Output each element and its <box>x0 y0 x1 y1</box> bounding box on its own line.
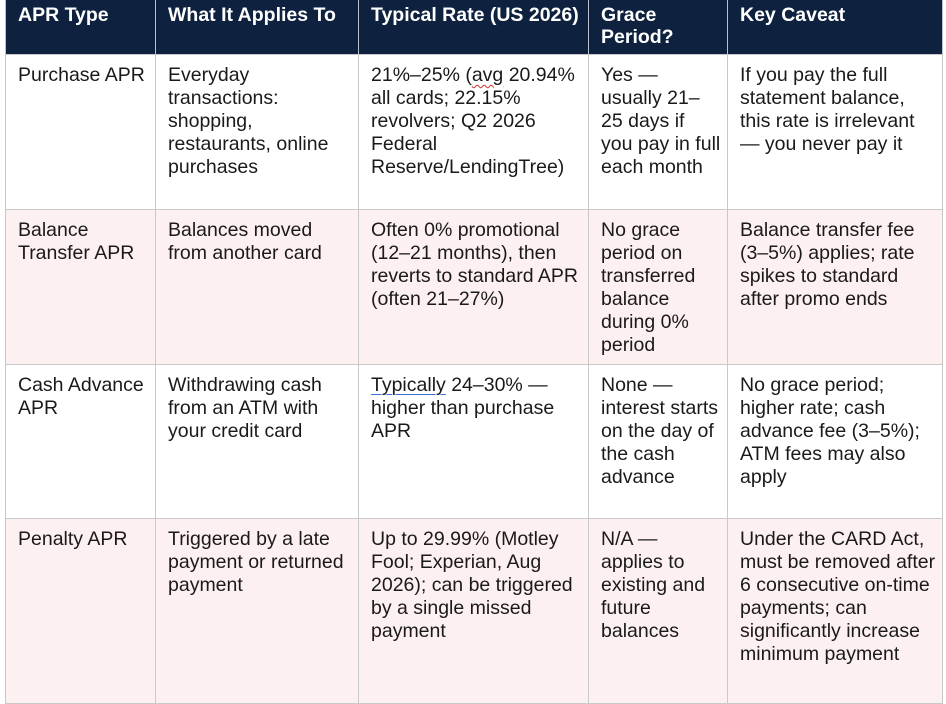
cell-typical-rate: Up to 29.99% (Motley Fool; Experian, Aug 2026); can be triggered by a single missed payment <box>359 519 589 704</box>
header-grace-period: Grace Period? <box>589 0 728 55</box>
cell-key-caveat: Balance transfer fee (3–5%) applies; rate spikes to standard after promo ends <box>728 210 943 365</box>
cell-grace-period: None — interest starts on the day of the cash advance <box>589 365 728 519</box>
cell-apr-type: Penalty APR <box>6 519 156 704</box>
rate-text-suffix: 24–30% — higher than purchase APR <box>371 374 555 442</box>
table-header <box>6 0 943 55</box>
table-body <box>6 55 943 704</box>
cell-apr-type: Cash Advance APR <box>6 365 156 519</box>
cell-apr-type: Purchase APR <box>6 55 156 210</box>
header-row <box>6 0 943 55</box>
table-row-penalty-apr <box>6 519 943 704</box>
cell-grace-period: Yes — usually 21–25 days if you pay in full each month <box>589 55 728 210</box>
cell-typical-rate <box>359 365 589 519</box>
table-row-purchase-apr <box>6 55 943 210</box>
header-key-caveat: Key Caveat <box>728 0 943 55</box>
table-row-balance-transfer-apr <box>6 210 943 365</box>
cell-grace-period: No grace period on transferred balance during 0% period <box>589 210 728 365</box>
apr-comparison-table <box>5 0 943 704</box>
cell-key-caveat: No grace period; higher rate; cash advance fee (3–5%); ATM fees may also apply <box>728 365 943 519</box>
cell-applies-to: Withdrawing cash from an ATM with your credit card <box>156 365 359 519</box>
cell-typical-rate: Often 0% promotional (12–21 months), then reverts to standard APR (often 21–27%) <box>359 210 589 365</box>
rate-text-prefix: 21%–25% ( <box>371 64 472 86</box>
header-applies-to: What It Applies To <box>156 0 359 55</box>
header-typical-rate: Typical Rate (US 2026) <box>359 0 589 55</box>
cell-applies-to: Everyday transactions: shopping, restaurants, online purchases <box>156 55 359 210</box>
rate-text-suffix: 20.94% all cards; 22.15% revolvers; Q2 2026 Federal Reserve/LendingTree) <box>371 64 575 178</box>
cell-key-caveat: Under the CARD Act, must be removed after 6 consecutive on-time payments; can significantly increase minimum payment <box>728 519 943 704</box>
grammar-flagged-word: Typically <box>371 374 446 396</box>
cell-applies-to: Balances moved from another card <box>156 210 359 365</box>
cell-apr-type: Balance Transfer APR <box>6 210 156 365</box>
spelling-flagged-word: avg <box>471 64 504 86</box>
cell-key-caveat: If you pay the full statement balance, this rate is irrelevant — you never pay it <box>728 55 943 210</box>
table-row-cash-advance-apr <box>6 365 943 519</box>
cell-grace-period: N/A — applies to existing and future balances <box>589 519 728 704</box>
header-apr-type: APR Type <box>6 0 156 55</box>
cell-applies-to: Triggered by a late payment or returned payment <box>156 519 359 704</box>
cell-typical-rate <box>359 55 589 210</box>
